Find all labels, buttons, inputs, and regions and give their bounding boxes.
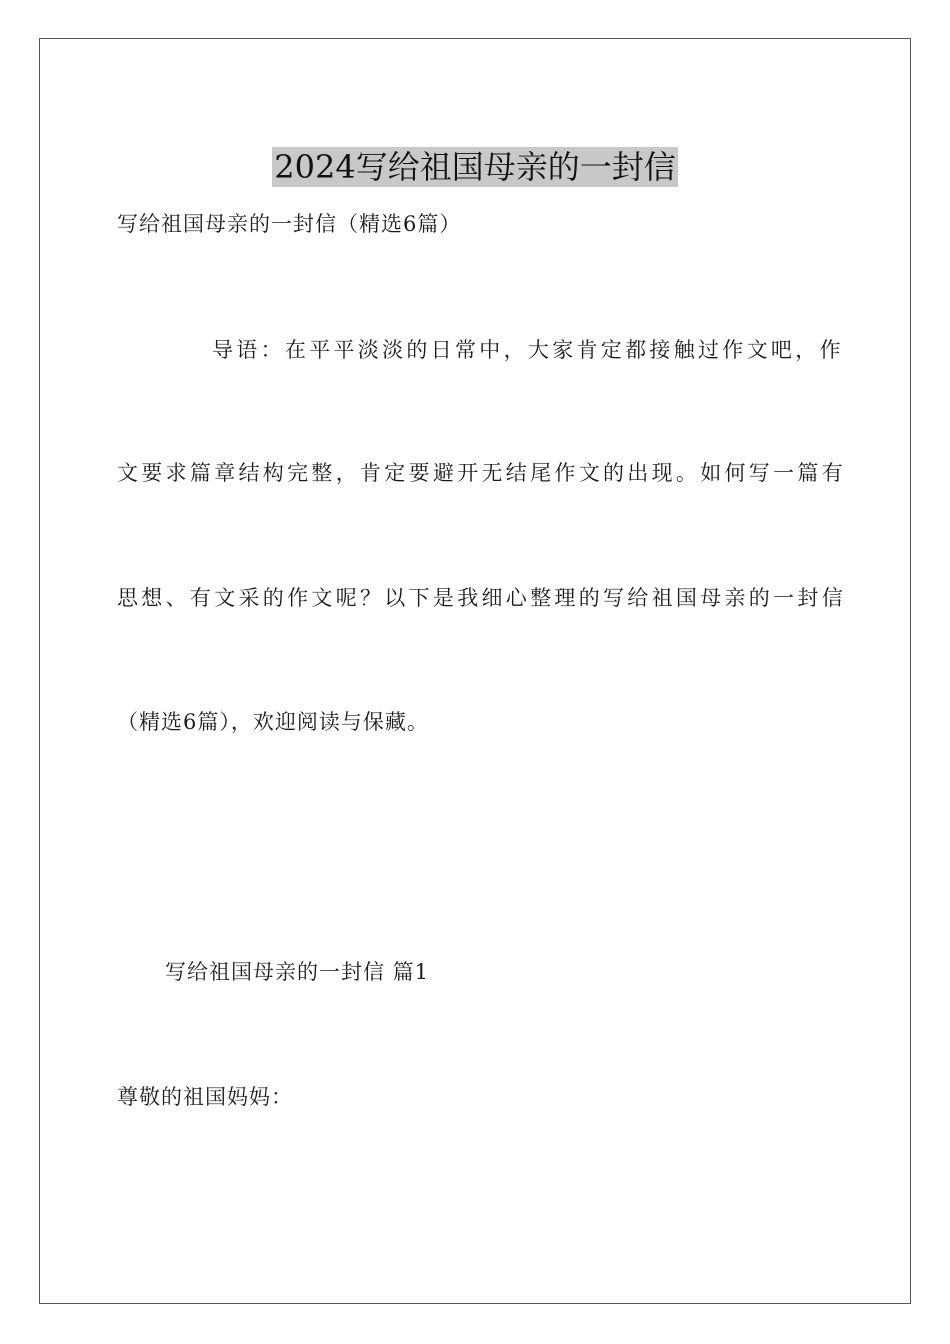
intro-line-4: （精选6篇），欢迎阅读与保藏。 xyxy=(117,710,429,734)
section-heading: 写给祖国母亲的一封信 篇1 xyxy=(165,960,430,984)
title-container xyxy=(0,126,950,209)
document-subtitle: 写给祖国母亲的一封信（精选6篇） xyxy=(117,212,462,236)
intro-line-3: 思想、有文采的作文呢？以下是我细心整理的写给祖国母亲的一封信 xyxy=(117,586,846,610)
document-title: 2024写给祖国母亲的一封信 xyxy=(274,148,676,187)
intro-line-2: 文要求篇章结构完整，肯定要避开无结尾作文的出现。如何写一篇有 xyxy=(117,461,846,485)
intro-line-1: 导语：在平平淡淡的日常中，大家肯定都接触过作文吧，作 xyxy=(212,338,844,362)
letter-salutation: 尊敬的祖国妈妈： xyxy=(117,1085,293,1109)
